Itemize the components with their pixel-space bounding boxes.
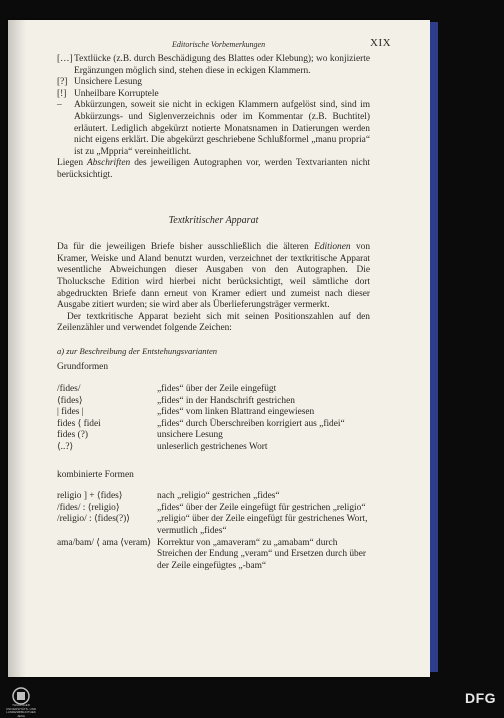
table-row	[57, 396, 370, 408]
sign-cell: ⟨fides⟩	[57, 395, 83, 406]
sign-cell: /fides/	[57, 384, 81, 395]
para1-post: von Kramer, Weiske und Aland benutzt wurden, verzeichnet der textkritische Apparat wesentliche Abweichungen dieser Ausgaben von den Autographen. Die Tholucksche Edition wird hierbei nicht berücksichtigt, weil sämtliche dort abgedruckten Briefe dann erneut von Kramer ediert und zumeist nach dieser Ausgabe zitiert wurden; sie wird aber als Überlieferungsträger vermerkt.	[57, 242, 371, 311]
sign-cell: /religio/ : ⟨fides(?)⟩	[57, 514, 130, 525]
desc-cell: unsichere Lesung	[157, 430, 223, 441]
table-row	[57, 491, 370, 503]
intro-paragraph	[57, 242, 370, 312]
table-row	[57, 384, 370, 396]
grundformen-table	[57, 384, 370, 454]
desc-cell: „fides“ über der Zeile eingefügt	[157, 384, 277, 395]
sign-cell: ⟨..?⟩	[57, 442, 74, 453]
kombinierte-label: kombinierte Formen	[57, 469, 134, 480]
desc-cell: Korrektur von „amaveram“ zu „amabam“ durch Streichen der Endung „veram“ und Ersetzen durch über der Zeile eingefügtes „-bam“	[157, 537, 367, 571]
sign-cell: /fides/ : ⟨religio⟩	[57, 502, 120, 513]
list-item	[57, 89, 370, 101]
list-text: Unsichere Lesung	[74, 77, 142, 88]
page-number: XIX	[370, 37, 392, 49]
para1-emphasis: Editionen	[314, 242, 351, 253]
table-row	[57, 514, 370, 537]
page-content	[57, 54, 370, 572]
desc-cell: „fides“ über der Zeile eingefügt für gestrichen „religio“	[157, 502, 366, 513]
list-symbol: […]	[57, 54, 73, 64]
abschriften-emphasis: Abschriften	[87, 158, 131, 169]
desc-cell: „fides“ durch Überschreiben korrigiert aus „fidei“	[157, 418, 345, 429]
desc-cell: nach „religio“ gestrichen „fides“	[157, 491, 280, 502]
para1-pre: Da für die jeweiligen Briefe bisher ausschließlich die älteren	[57, 242, 315, 253]
desc-cell: „fides“ vom linken Blattrand eingewiesen	[157, 407, 315, 418]
library-logo-text: THÜRINGER UNIVERSITÄTS- UND LANDESBIBLIOTHEK JENA	[5, 703, 37, 718]
dfg-logo: DFG	[465, 690, 497, 706]
abschriften-post: des jeweiligen Autographen vor, werden Textvarianten nicht berücksichtigt.	[57, 158, 370, 180]
table-row	[57, 407, 370, 419]
list-symbol: –	[57, 100, 62, 111]
list-item	[57, 100, 370, 158]
bookmark-ribbon	[430, 22, 438, 672]
sign-cell: ama/bam/ ⟨ ama ⟨veram⟩	[57, 537, 152, 548]
sign-cell: fides (?)	[57, 430, 88, 441]
desc-cell: „fides“ in der Handschrift gestrichen	[157, 395, 295, 406]
abschriften-pre: Liegen	[57, 158, 87, 169]
table-row	[57, 419, 370, 431]
section-title: Textkritischer Apparat	[168, 214, 259, 226]
desc-cell: „religio“ über der Zeile eingefügt für gestrichenes Wort, vermutlich „fides“	[157, 514, 368, 536]
sign-cell: fides ⟨ fidei	[57, 418, 101, 429]
list-item	[57, 77, 370, 89]
list-item	[57, 54, 370, 77]
table-row	[57, 503, 370, 515]
list-text: Unheilbare Korruptele	[74, 88, 159, 99]
apparatus-paragraph: Der textkritische Apparat bezieht sich mit seinen Positionszahlen auf den Zeilenzähler und verwendet folgende Zeichen:	[57, 311, 370, 334]
subheading: a) zur Beschreibung der Entstehungsvarianten	[57, 345, 218, 356]
running-title: Editorische Vorbemerkungen	[172, 40, 266, 49]
sign-cell: religio ] + ⟨fides⟩	[57, 491, 123, 502]
list-symbol: [?]	[57, 77, 68, 88]
page-gutter-shadow	[8, 20, 26, 677]
list-text: Abkürzungen, soweit sie nicht in eckigen Klammern aufgelöst sind, sind im Abkürzungs- und Siglenverzeichnis oder im Kommentar (z.B. Buchtitel) erläutert. Lediglich abgekürzt notierte Monatsnamen in Datierungen werden nicht eigens erklärt. Die abgekürzt geschriebene Schlußformel „manu propria“ ist zu „Mppria“ vereinheitlicht.	[74, 100, 370, 157]
list-symbol: [!]	[57, 88, 67, 99]
table-row	[57, 430, 370, 442]
sign-cell: | fides |	[57, 407, 84, 418]
desc-cell: unleserlich gestrichenes Wort	[157, 442, 268, 453]
table-row	[57, 442, 370, 454]
abschriften-paragraph	[57, 158, 370, 181]
list-text: Textlücke (z.B. durch Beschädigung des Blattes oder Klebung); wo konjizierte Ergänzungen möglich sind, stehen diese in eckigen Klammern.	[74, 54, 370, 76]
kombinierte-table	[57, 491, 370, 572]
table-row	[57, 538, 370, 573]
grundformen-label: Grundformen	[57, 362, 109, 373]
